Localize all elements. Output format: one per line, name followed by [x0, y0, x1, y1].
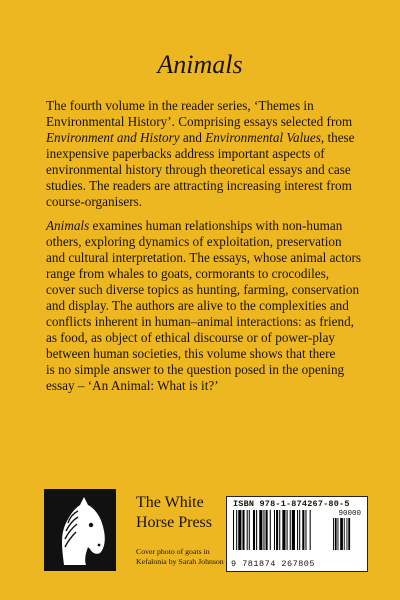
text-line: Environmental History’. Comprising essays selected from	[46, 114, 353, 129]
publisher-name-line: The White	[136, 494, 204, 511]
text-line: and cultural interpretation. The essays, whose animal actors	[46, 250, 362, 265]
barcode-bars-icon	[233, 510, 361, 556]
text-line: between human societies, this volume shows that there	[46, 346, 336, 361]
text-line: environmental history through theoretical essays and case	[46, 162, 351, 177]
text-line: others, exploring dynamics of exploitation, preservation	[46, 234, 342, 249]
italic-title: Environmental Values	[205, 130, 321, 145]
page-title: Animals	[157, 50, 243, 79]
description-paragraph-2	[46, 218, 364, 394]
publisher-name-line: Horse Press	[136, 514, 212, 531]
description-paragraph-1	[46, 98, 364, 210]
publisher-block	[44, 489, 224, 569]
text-line: Environment and History and Environmental Values, these	[46, 130, 355, 145]
italic-title: Environment and History	[46, 130, 180, 145]
credit-line: Kefalonia by Sarah Johnson	[136, 557, 224, 566]
isbn-barcode	[226, 496, 368, 572]
text-line: The fourth volume in the reader series, ‘Themes in	[46, 98, 314, 113]
text-line: is no simple answer to the question posed in the opening	[46, 362, 345, 377]
price-addon-code: 90000	[338, 510, 361, 518]
horse-head-logo-icon	[44, 489, 116, 571]
text-line: cover such diverse topics as hunting, farming, conservation	[46, 282, 360, 297]
text-line: course-organisers.	[46, 194, 143, 209]
text-line: inexpensive paperbacks address important aspects of	[46, 146, 325, 161]
text-line: studies. The readers are attracting increasing interest from	[46, 178, 352, 193]
credit-line: Cover photo of goats in	[136, 547, 210, 556]
isbn-number: ISBN 978-1-874267-80-5	[233, 499, 350, 509]
text-line: Animals examines human relationships with non-human	[46, 218, 343, 233]
italic-title: Animals	[46, 218, 90, 233]
text-line: conflicts inherent in human–animal interactions: as friend,	[46, 314, 354, 329]
text-line: as food, as object of ethical discourse or of power-play	[46, 330, 336, 345]
ean-number: 9 781874 267805	[231, 559, 316, 569]
text-line: essay – ‘An Animal: What is it?’	[46, 378, 219, 393]
text-line: range from whales to goats, cormorants to crocodiles,	[46, 266, 330, 281]
text-line: and display. The authors are alive to the complexities and	[46, 298, 349, 313]
